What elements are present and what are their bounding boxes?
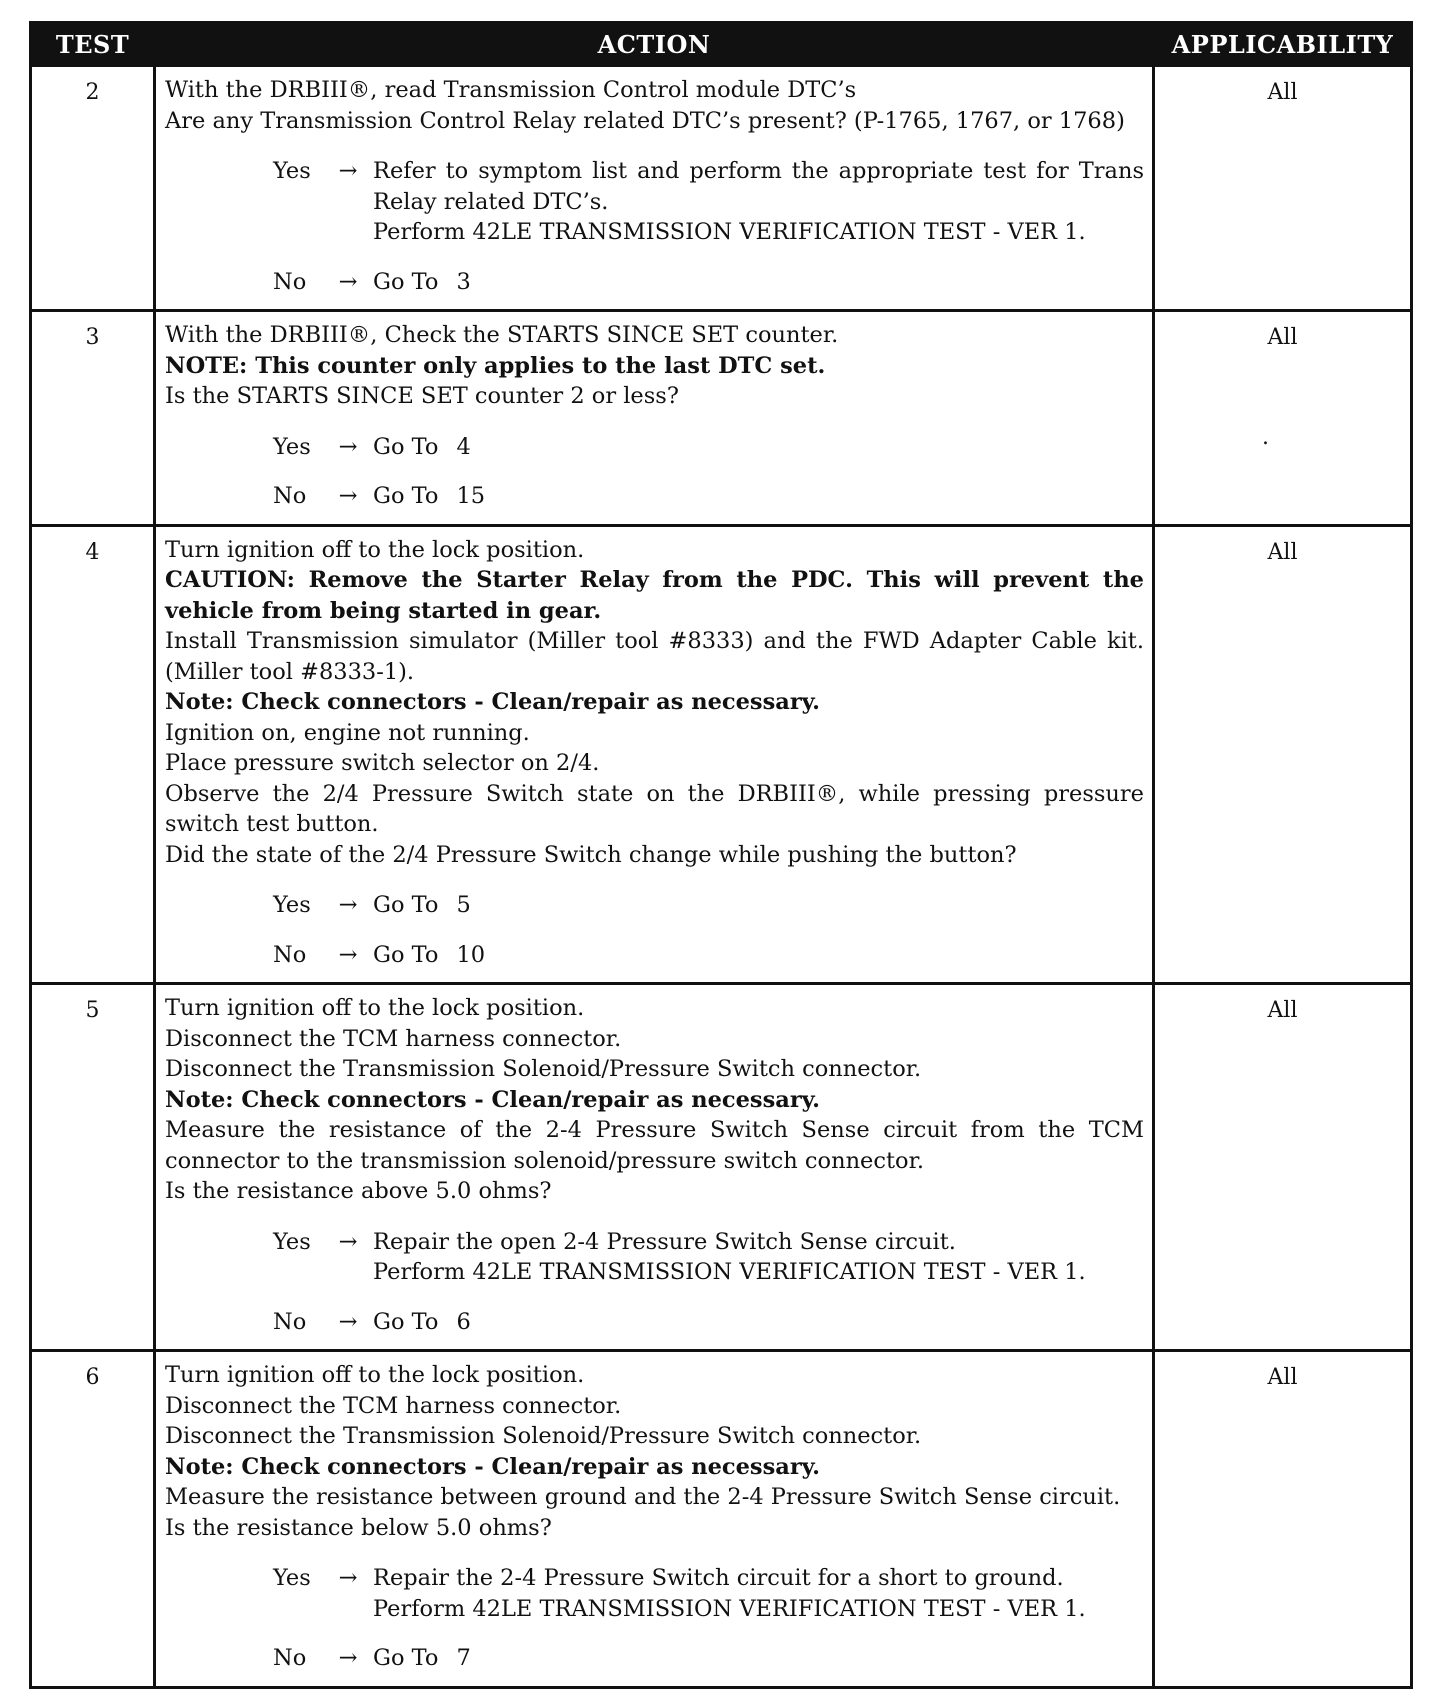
action-line: Is the STARTS SINCE SET counter 2 or less? <box>165 383 679 409</box>
action-line: Disconnect the TCM harness connector. <box>165 1025 622 1052</box>
note-line: Note: Check connectors - Clean/repair as necessary. <box>165 689 820 715</box>
header-applicability: APPLICABILITY <box>1154 23 1412 66</box>
test-row-6 <box>31 1351 1412 1688</box>
yes-label: Yes <box>273 158 311 184</box>
go-to-text: Go To <box>373 483 439 509</box>
action-line: Is the resistance below 5.0 ohms? <box>165 1514 552 1541</box>
no-response <box>165 1643 1144 1674</box>
action-cell <box>155 311 1154 526</box>
applicability-cell <box>1154 311 1412 526</box>
go-to-text: Go To <box>373 1645 439 1671</box>
test-number: 4 <box>31 525 155 984</box>
yes-action-text: Repair the open 2-4 Pressure Switch Sense circuit. <box>373 1228 956 1255</box>
action-cell <box>155 1351 1154 1688</box>
action-line: Observe the 2/4 Pressure Switch state on the DRBIII®, while pressing pressure switch test button. <box>165 780 1144 837</box>
go-to-target: 7 <box>456 1645 471 1671</box>
arrow-icon: → <box>338 1645 358 1671</box>
applicability-value: All <box>1154 1351 1412 1688</box>
yes-action-text: Refer to symptom list and perform the appropriate test for Trans Relay related DTC’s. <box>373 158 1144 215</box>
note-line: NOTE: This counter only applies to the last DTC set. <box>165 352 826 379</box>
action-line: Turn ignition off to the lock position. <box>165 995 585 1021</box>
no-label: No <box>273 268 307 295</box>
diagnostic-test-table <box>29 21 1413 1689</box>
note-line: Note: Check connectors - Clean/repair as necessary. <box>165 1453 820 1480</box>
action-line: Are any Transmission Control Relay related DTC’s present? (P-1765, 1767, or 1768) <box>165 107 1125 134</box>
action-line: Ignition on, engine not running. <box>165 719 530 746</box>
test-number: 5 <box>31 984 155 1351</box>
test-row-5 <box>31 984 1412 1351</box>
yes-label: Yes <box>273 433 311 460</box>
action-line: Install Transmission simulator (Miller tool #8333) and the FWD Adapter Cable kit.(Miller tool #8333-1). <box>165 628 1144 685</box>
go-to-text: Go To <box>373 892 439 918</box>
arrow-icon: → <box>338 892 358 918</box>
action-cell <box>155 525 1154 984</box>
stray-mark: . <box>1262 425 1269 450</box>
yes-label: Yes <box>273 1228 311 1255</box>
action-line: Measure the resistance between ground and the 2-4 Pressure Switch Sense circuit. <box>165 1484 1121 1510</box>
arrow-icon: → <box>338 1228 358 1255</box>
applicability-value: All <box>1154 984 1412 1351</box>
test-row-2 <box>31 66 1412 311</box>
action-line: Turn ignition off to the lock position. <box>165 1362 585 1388</box>
action-cell <box>155 66 1154 311</box>
no-response <box>165 481 1144 512</box>
table-header-row <box>31 23 1412 66</box>
yes-action-text: Repair the 2-4 Pressure Switch circuit for a short to ground. <box>373 1565 1064 1591</box>
yes-response <box>165 156 1144 248</box>
no-label: No <box>273 1308 307 1335</box>
yes-action-text: Perform 42LE TRANSMISSION VERIFICATION TEST - VER 1. <box>373 1595 1086 1622</box>
caution-line: CAUTION: Remove the Starter Relay from the PDC. This will prevent the vehicle from being started in gear. <box>165 567 1144 624</box>
go-to-target: 3 <box>456 268 471 295</box>
action-line: Disconnect the Transmission Solenoid/Pressure Switch connector. <box>165 1056 922 1082</box>
action-line: Turn ignition off to the lock position. <box>165 536 585 563</box>
yes-label: Yes <box>273 1565 311 1591</box>
applicability-value: All <box>1154 66 1412 311</box>
yes-response <box>165 1563 1144 1624</box>
no-label: No <box>273 941 307 968</box>
action-line: Place pressure switch selector on 2/4. <box>165 750 600 776</box>
no-label: No <box>273 483 307 509</box>
applicability-value: All <box>1267 325 1298 350</box>
arrow-icon: → <box>338 1308 358 1335</box>
yes-action-text: Perform 42LE TRANSMISSION VERIFICATION TEST - VER 1. <box>373 1259 1086 1285</box>
arrow-icon: → <box>338 483 358 509</box>
action-cell <box>155 984 1154 1351</box>
note-line: Note: Check connectors - Clean/repair as necessary. <box>165 1086 820 1113</box>
header-action: ACTION <box>155 23 1154 66</box>
yes-action-text: Perform 42LE TRANSMISSION VERIFICATION TEST - VER 1. <box>373 219 1086 245</box>
no-response <box>165 267 1144 298</box>
go-to-text: Go To <box>373 268 439 295</box>
go-to-target: 5 <box>456 892 471 918</box>
action-line: Disconnect the TCM harness connector. <box>165 1392 622 1419</box>
yes-response <box>165 890 1144 921</box>
go-to-text: Go To <box>373 1308 439 1335</box>
action-line: Measure the resistance of the 2-4 Pressure Switch Sense circuit from the TCM connector to the transmission solenoid/pressure switch connector. <box>165 1117 1144 1174</box>
no-response <box>165 940 1144 971</box>
arrow-icon: → <box>338 1565 358 1591</box>
go-to-target: 4 <box>456 433 471 460</box>
action-line: Did the state of the 2/4 Pressure Switch change while pushing the button? <box>165 841 1017 868</box>
action-line: Disconnect the Transmission Solenoid/Pressure Switch connector. <box>165 1423 922 1449</box>
action-line: With the DRBIII®, Check the STARTS SINCE SET counter. <box>165 322 839 348</box>
action-line: Is the resistance above 5.0 ohms? <box>165 1178 552 1204</box>
arrow-icon: → <box>338 941 358 968</box>
go-to-target: 6 <box>456 1308 471 1335</box>
go-to-text: Go To <box>373 433 439 460</box>
test-number: 6 <box>31 1351 155 1688</box>
yes-label: Yes <box>273 892 311 918</box>
no-label: No <box>273 1645 307 1671</box>
test-number: 3 <box>31 311 155 526</box>
go-to-target: 10 <box>456 941 486 968</box>
test-row-4 <box>31 525 1412 984</box>
yes-response <box>165 432 1144 463</box>
action-line: With the DRBIII®, read Transmission Control module DTC’s <box>165 77 857 103</box>
no-response <box>165 1307 1144 1338</box>
test-number: 2 <box>31 66 155 311</box>
arrow-icon: → <box>338 268 358 295</box>
test-row-3 <box>31 311 1412 526</box>
header-test: TEST <box>31 23 155 66</box>
yes-response <box>165 1227 1144 1288</box>
arrow-icon: → <box>338 433 358 460</box>
go-to-target: 15 <box>456 483 486 509</box>
applicability-value: All <box>1154 525 1412 984</box>
diagnostic-procedure-sheet <box>29 21 1410 1689</box>
go-to-text: Go To <box>373 941 439 968</box>
arrow-icon: → <box>338 158 358 184</box>
